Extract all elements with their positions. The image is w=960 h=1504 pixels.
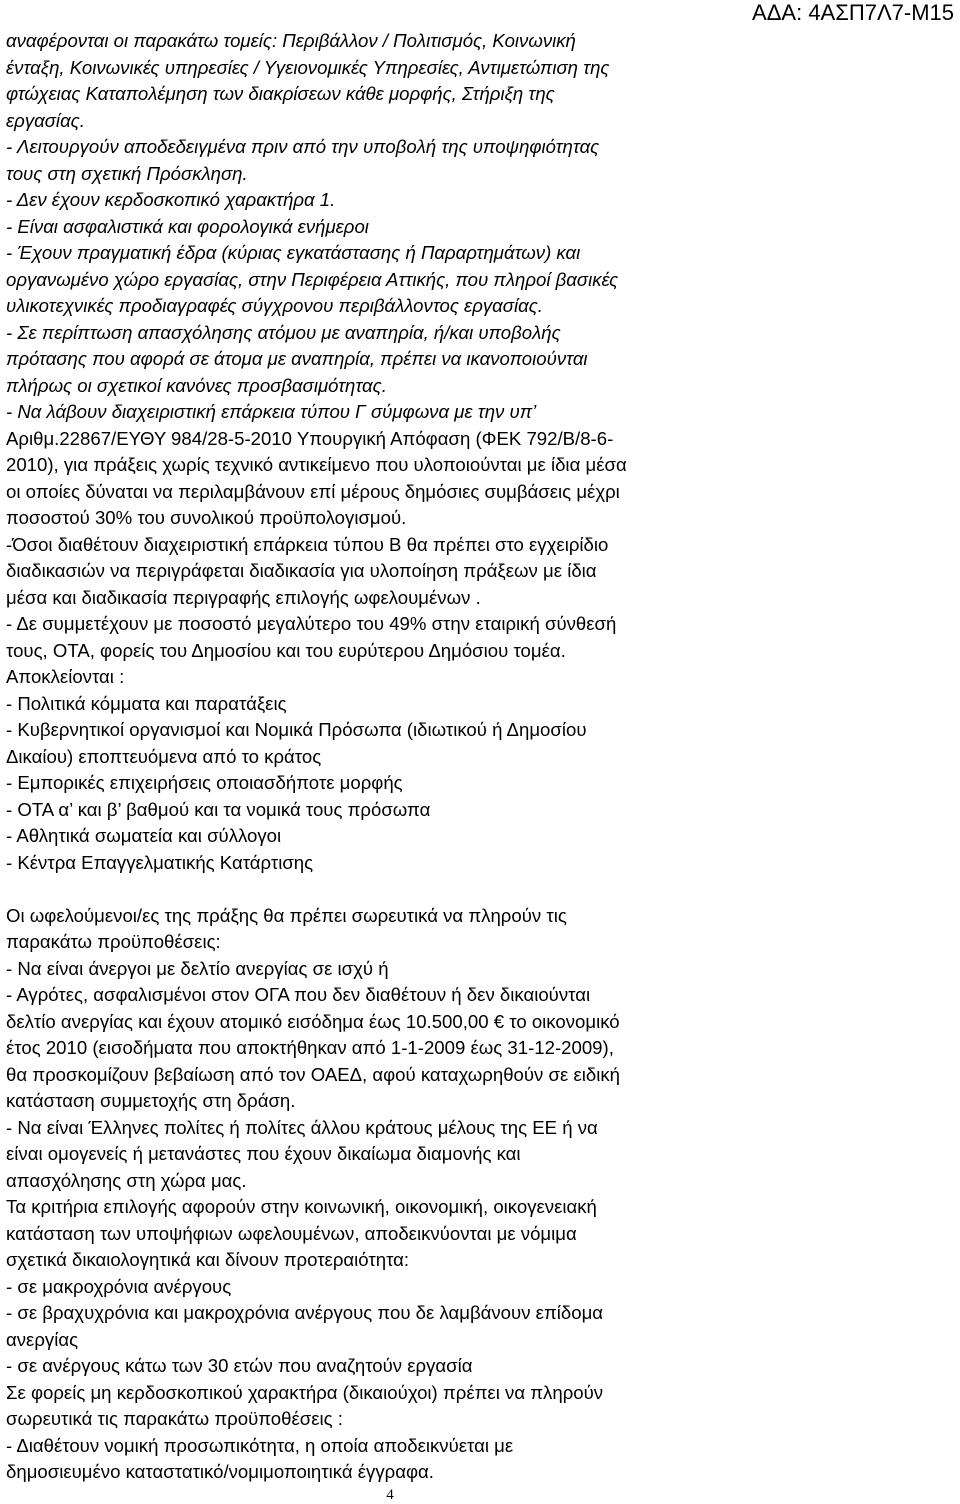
- text-line: - Είναι ασφαλιστικά και φορολογικά ενήμεροι: [6, 215, 369, 237]
- text-line: έτος 2010 (εισοδήματα που αποκτήθηκαν από 1-1-2009 έως 31-12-2009),: [6, 1037, 614, 1058]
- text-line: εργασίας.: [6, 109, 85, 131]
- text-line: Αριθμ.22867/ΕΥΘΥ 984/28-5-2010 Υπουργική Απόφαση (ΦΕΚ 792/Β/8-6-: [6, 427, 614, 449]
- text-line: - Πολιτικά κόμματα και παρατάξεις: [6, 692, 287, 714]
- text-line: ποσοστού 30% του συνολικού προϋπολογισμού.: [6, 507, 407, 528]
- text-line: απασχόλησης στη χώρα μας.: [6, 1169, 247, 1191]
- text-line: - Διαθέτουν νομική προσωπικότητα, η οποία αποδεικνύεται με: [6, 1434, 514, 1456]
- text-line: Δικαίου) εποπτευόμενα από το κράτος: [6, 745, 322, 767]
- text-line: οι οποίες δύναται να περιλαμβάνουν επί μέρους δημόσιες συμβάσεις μέχρι: [6, 480, 620, 502]
- text-line: ανεργίας: [6, 1328, 79, 1350]
- text-line: - Αγρότες, ασφαλισμένοι στον ΟΓΑ που δεν διαθέτουν ή δεν δικαιούνται: [6, 984, 591, 1005]
- text-line: - Εμπορικές επιχειρήσεις οποιασδήποτε μορφής: [6, 772, 403, 793]
- text-line: τους στη σχετική Πρόσκληση.: [6, 162, 248, 184]
- text-line: - Κυβερνητικοί οργανισμοί και Νομικά Πρόσωπα (ιδιωτικού ή Δημοσίου: [6, 719, 587, 740]
- text-line: - Αθλητικά σωματεία και σύλλογοι: [6, 825, 282, 846]
- text-line: διαδικασιών να περιγράφεται διαδικασία για υλοποίηση πράξεων με ίδια: [6, 560, 597, 581]
- text-line: πλήρως οι σχετικοί κανόνες προσβασιμότητας.: [6, 374, 387, 396]
- text-line: μέσα και διαδικασία περιγραφής επιλογής ωφελουμένων .: [6, 586, 481, 608]
- text-line: τους, ΟΤΑ, φορείς του Δημοσίου και του ευρύτερου Δημόσιου τομέα.: [6, 639, 566, 661]
- text-line: - Να είναι άνεργοι με δελτίο ανεργίας σε ισχύ ή: [6, 957, 389, 979]
- text-line: δελτίο ανεργίας και έχουν ατομικό εισόδημα έως 10.500,00 € το οικονομικό: [6, 1010, 620, 1032]
- text-line: παρακάτω προϋποθέσεις:: [6, 931, 221, 952]
- text-line: σωρευτικά τις παρακάτω προϋποθέσεις :: [6, 1408, 343, 1429]
- text-line: θα προσκομίζουν βεβαίωση από τον ΟΑΕΔ, αφού καταχωρηθούν σε ειδική: [6, 1063, 620, 1085]
- text-line: δημοσιευμένο καταστατικό/νομιμοποιητικά έγγραφα.: [6, 1461, 434, 1482]
- text-line: οργανωμένο χώρο εργασίας, στην Περιφέρεια Αττικής, που πληροί βασικές: [6, 268, 619, 290]
- text-line: Οι ωφελούμενοι/ες της πράξης θα πρέπει σωρευτικά να πληρούν τις: [6, 904, 567, 926]
- text-line: φτώχειας Καταπολέμηση των διακρίσεων κάθε μορφής, Στήριξη της: [6, 83, 555, 104]
- text-line: - Λειτουργούν αποδεδειγμένα πριν από την υποβολή της υποψηφιότητας: [6, 136, 600, 157]
- text-line: -Όσοι διαθέτουν διαχειριστική επάρκεια τύπου Β θα πρέπει στο εγχειρίδιο: [6, 533, 609, 555]
- text-line: - Να είναι Έλληνες πολίτες ή πολίτες άλλου κράτους μέλους της ΕΕ ή να: [6, 1116, 598, 1138]
- text-line: - Έχουν πραγματική έδρα (κύριας εγκατάστασης ή Παραρτημάτων) και: [6, 242, 581, 263]
- text-line: - Κέντρα Επαγγελματικής Κατάρτισης: [6, 851, 314, 873]
- text-line: Σε φορείς μη κερδοσκοπικού χαρακτήρα (δικαιούχοι) πρέπει να πληρούν: [6, 1381, 604, 1403]
- text-line: αναφέρονται οι παρακάτω τομείς: Περιβάλλον / Πολιτισμός, Κοινωνική: [6, 30, 576, 51]
- text-line: Αποκλείονται :: [6, 666, 125, 687]
- text-line: κατάσταση των υποψήφιων ωφελουμένων, αποδεικνύονται με νόμιμα: [6, 1222, 577, 1244]
- text-line: Τα κριτήρια επιλογής αφορούν στην κοινωνική, οικονομική, οικογενειακή: [6, 1196, 597, 1217]
- text-line: κατάσταση συμμετοχής στη δράση.: [6, 1090, 296, 1111]
- text-line: - σε μακροχρόνια ανέργους: [6, 1275, 232, 1297]
- text-line: - σε βραχυχρόνια και μακροχρόνια ανέργους που δε λαμβάνουν επίδομα: [6, 1302, 604, 1323]
- text-line: - σε ανέργους κάτω των 30 ετών που αναζητούν εργασία: [6, 1355, 473, 1376]
- text-line: υλικοτεχνικές προδιαγραφές σύγχρονου περιβάλλοντος εργασίας.: [6, 295, 543, 316]
- text-line: - Σε περίπτωση απασχόλησης ατόμου με αναπηρία, ή/και υποβολής: [6, 321, 561, 343]
- page-number: 4: [386, 1487, 394, 1503]
- ada-code: ΑΔΑ: 4ΑΣΠ7Λ7-Μ15: [752, 0, 954, 25]
- text-line: ένταξη, Κοινωνικές υπηρεσίες / Υγειονομικές Υπηρεσίες, Αντιμετώπιση της: [6, 56, 610, 78]
- text-line: - Δε συμμετέχουν με ποσοστό μεγαλύτερο του 49% στην εταιρική σύνθεσή: [6, 613, 617, 634]
- text-line: είναι ομογενείς ή μετανάστες που έχουν δικαίωμα διαμονής και: [6, 1143, 521, 1164]
- text-line: πρότασης που αφορά σε άτομα με αναπηρία, πρέπει να ικανοποιούνται: [6, 348, 588, 369]
- text-line: σχετικά δικαιολογητικά και δίνουν προτεραιότητα:: [6, 1249, 410, 1270]
- text-line: - Δεν έχουν κερδοσκοπικό χαρακτήρα 1.: [6, 189, 336, 210]
- text-line: - ΟΤΑ α’ και β’ βαθμού και τα νομικά τους πρόσωπα: [6, 798, 431, 820]
- document-body: [6, 28, 946, 1486]
- blank-line: [6, 876, 946, 903]
- text-line: - Να λάβουν διαχειριστική επάρκεια τύπου Γ σύμφωνα με την υπ’: [6, 401, 537, 422]
- text-line: 2010), για πράξεις χωρίς τεχνικό αντικείμενο που υλοποιούνται με ίδια μέσα: [6, 454, 627, 475]
